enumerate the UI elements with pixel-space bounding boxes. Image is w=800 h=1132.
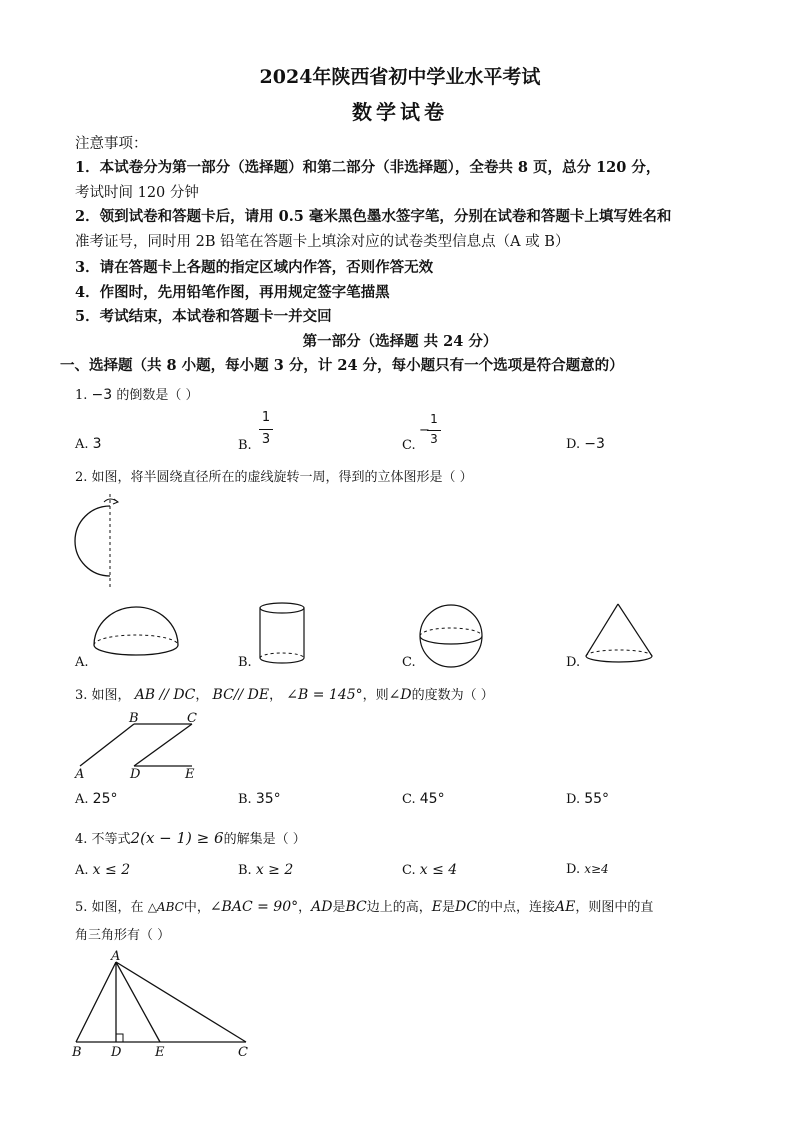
q5-angle: ∠BAC = 90° (209, 899, 299, 915)
notice-item-1: 1．本试卷分为第一部分（选择题）和第二部分（非选择题），全卷共 8 页，总分 120 分， (75, 159, 661, 176)
q2-semicircle-figure (70, 490, 130, 590)
fraction-numerator: 1 (261, 410, 271, 425)
cylinder-bottom-back (260, 653, 304, 658)
q3-option-d[interactable] (566, 791, 609, 807)
q1-option-a[interactable] (75, 436, 102, 452)
q3-separator: ， (195, 688, 209, 703)
segment-ab (80, 724, 134, 766)
option-label: B. (238, 863, 252, 878)
cone-side-left (586, 604, 618, 656)
fraction-denominator: 3 (430, 432, 438, 446)
segment-ae (116, 962, 160, 1042)
segment-ab (76, 962, 116, 1042)
q5-number: 5. 如图，在 (75, 900, 144, 915)
q5-text: 边上的高， (366, 900, 432, 915)
q3-option-a[interactable] (75, 791, 118, 807)
option-value: 45° (419, 791, 445, 807)
question-4 (75, 828, 306, 847)
option-label: A. (75, 863, 89, 878)
q3-condition-1: AB // DC (134, 687, 196, 703)
notice-item-2-cont: 准考证号，同时用 2B 铅笔在答题卡上填涂对应的试卷类型信息点（A 或 B） (75, 234, 570, 250)
question-1 (75, 384, 198, 403)
segment-ac (116, 962, 246, 1042)
part1-heading: 第一部分（选择题 共 24 分） (302, 333, 498, 350)
notice-item-4: 4．作图时，先用铅笔作图，再用规定签字笔描黑 (75, 284, 390, 301)
q5-segment-dc: DC (455, 899, 477, 915)
q5-triangle: △ABC (147, 900, 184, 914)
sphere-outline (420, 605, 482, 667)
q4-option-a[interactable] (75, 862, 130, 878)
q5-text: 是 (332, 900, 346, 915)
option-label: C. (402, 438, 416, 453)
q2-option-b-label: B. (238, 655, 252, 670)
label-c: C (187, 711, 197, 726)
section1-heading: 一、选择题（共 8 小题，每小题 3 分，计 24 分，每小题只有一个选项是符合题意的） (60, 357, 624, 374)
notice-item-2: 2．领到试卷和答题卡后，请用 0.5 毫米黑色墨水签字笔，分别在试卷和答题卡上填写姓名和 (75, 208, 672, 225)
cylinder-bottom-front (260, 658, 304, 663)
option-label: B. (238, 792, 252, 807)
sphere-equator-back (420, 628, 482, 636)
exam-title: 2024年陕西省初中学业水平考试 (259, 66, 541, 88)
sphere-equator-front (420, 636, 482, 644)
option-value: 3 (92, 436, 102, 452)
hemisphere-base-front (94, 645, 178, 655)
q5-text: 是 (442, 900, 456, 915)
option-value: x≥4 (584, 862, 609, 876)
semicircle-arc (75, 506, 110, 576)
right-angle-mark-icon (116, 1034, 123, 1042)
q1-expression: −3 (91, 387, 113, 403)
q5-segment-ad: AD (311, 899, 333, 915)
hemisphere-base-back (94, 635, 178, 645)
q4-option-d[interactable] (566, 862, 609, 877)
segment-cd (134, 724, 192, 766)
option-label: C. (402, 792, 416, 807)
cone-base-front (586, 656, 652, 662)
q5-text: ，则图中的直 (575, 900, 654, 915)
q5-text: 中， (183, 900, 210, 915)
q5-segment-ae: AE (554, 899, 576, 915)
q4-stem: 的解集是（ ） (223, 832, 306, 847)
label-a: A (111, 949, 121, 964)
q2-option-d-label: D. (566, 655, 581, 670)
label-a: A (75, 767, 85, 782)
q3-connector: ，则 (362, 688, 389, 703)
option-label: B. (238, 438, 252, 453)
q1-number: 1. (75, 388, 88, 403)
label-e: E (155, 1045, 165, 1060)
option-label: A. (75, 437, 89, 452)
q2-option-a-hemisphere[interactable] (90, 603, 185, 668)
question-2: 2. 如图，将半圆绕直径所在的虚线旋转一周，得到的立体图形是（ ） (75, 470, 473, 485)
q2-option-c-label: C. (402, 655, 416, 670)
exam-subtitle: 数学试卷 (352, 100, 448, 124)
option-label: C. (402, 863, 416, 878)
option-value: 25° (92, 791, 118, 807)
hemisphere-dome (94, 607, 178, 645)
notice-item-3: 3．请在答题卡上各题的指定区域内作答，否则作答无效 (75, 259, 434, 276)
q2-option-a-label: A. (75, 655, 89, 670)
q3-target-angle: ∠D (388, 687, 412, 703)
q1-stem: 的倒数是（ ） (116, 388, 199, 403)
cone-base-back (586, 650, 652, 656)
option-label: D. (566, 437, 581, 452)
question-3 (75, 684, 494, 703)
fraction-numerator: 1 (430, 412, 438, 426)
q4-number: 4. 不等式 (75, 832, 131, 847)
fraction-bar (427, 430, 441, 431)
label-e: E (185, 767, 195, 782)
q5-figure (68, 950, 258, 1065)
label-b: B (72, 1045, 82, 1060)
q3-condition-2: BC// DE (212, 687, 270, 703)
q3-number: 3. 如图， (75, 688, 131, 703)
q3-condition-3: ∠B = 145° (286, 687, 363, 703)
q5-text: ， (298, 900, 312, 915)
q3-figure (72, 710, 212, 782)
q2-option-b-cylinder[interactable] (254, 600, 314, 670)
q3-stem: 的度数为（ ） (411, 688, 494, 703)
q4-inequality: 2(x − 1) ≥ 6 (130, 829, 224, 847)
q2-option-c-sphere[interactable] (418, 603, 488, 671)
q3-separator: ， (269, 688, 283, 703)
label-d: D (111, 1045, 122, 1060)
notice-heading: 注意事项： (75, 136, 148, 152)
q3-option-b[interactable] (238, 791, 281, 807)
question-5 (75, 896, 653, 915)
fraction-sign: − (419, 423, 430, 438)
q3-option-c[interactable] (402, 791, 445, 807)
fraction-bar (259, 429, 273, 430)
option-value: 55° (584, 791, 610, 807)
q4-option-c[interactable] (402, 862, 457, 878)
q4-option-b[interactable] (238, 862, 293, 878)
label-d: D (130, 767, 141, 782)
cylinder-top (260, 603, 304, 613)
q5-segment-bc: BC (345, 899, 367, 915)
option-value: −3 (584, 436, 605, 452)
option-value: x ≤ 2 (92, 862, 131, 878)
notice-item-1-cont: 考试时间 120 分钟 (75, 185, 199, 201)
cone-side-right (618, 604, 652, 656)
question-5-cont: 角三角形有（ ） (75, 928, 171, 943)
option-value: x ≥ 2 (255, 862, 294, 878)
notice-item-5: 5．考试结束，本试卷和答题卡一并交回 (75, 308, 332, 325)
label-c: C (238, 1045, 248, 1060)
option-label: D. (566, 862, 581, 877)
q1-option-d[interactable] (566, 436, 605, 452)
option-value: x ≤ 4 (419, 862, 458, 878)
option-label: D. (566, 792, 581, 807)
label-b: B (129, 711, 139, 726)
q2-option-d-cone[interactable] (582, 600, 657, 670)
q5-point-e: E (431, 899, 443, 915)
option-label: A. (75, 792, 89, 807)
q5-text: 的中点，连接 (476, 900, 555, 915)
option-value: 35° (255, 791, 281, 807)
fraction-denominator: 3 (261, 432, 271, 447)
